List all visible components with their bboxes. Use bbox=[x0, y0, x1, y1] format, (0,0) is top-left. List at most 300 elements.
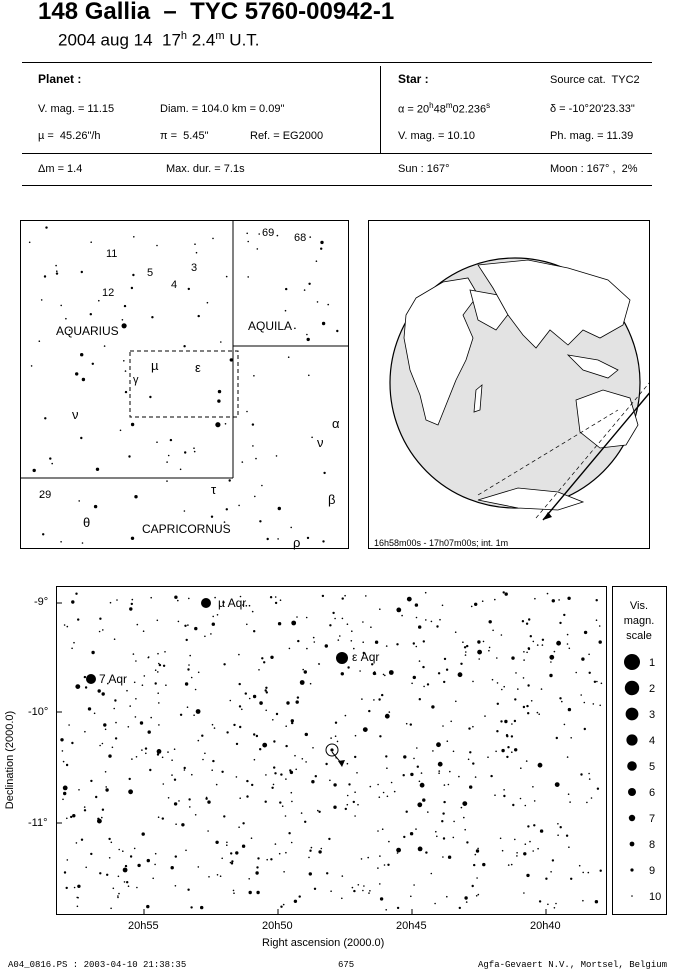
field-star bbox=[164, 651, 166, 653]
delta-magnitude: Δm = 1.4 bbox=[38, 163, 83, 175]
field-star bbox=[394, 791, 396, 793]
field-star bbox=[148, 656, 150, 658]
field-star bbox=[183, 345, 185, 347]
field-star bbox=[488, 650, 490, 652]
field-star bbox=[207, 830, 209, 832]
label-tau: τ bbox=[211, 482, 217, 497]
field-star bbox=[304, 289, 306, 291]
field-star bbox=[85, 686, 87, 688]
field-star bbox=[187, 706, 189, 708]
field-star bbox=[482, 600, 484, 602]
field-star bbox=[145, 753, 147, 755]
field-star bbox=[265, 687, 267, 689]
magnitude-dot-9 bbox=[630, 868, 633, 871]
label-theta: θ bbox=[83, 515, 91, 530]
field-star bbox=[133, 236, 135, 238]
field-star bbox=[259, 701, 262, 704]
field-star bbox=[367, 857, 369, 859]
field-star bbox=[427, 811, 429, 813]
field-star bbox=[247, 241, 249, 243]
field-star bbox=[383, 792, 385, 794]
field-star bbox=[533, 824, 535, 826]
field-star bbox=[302, 758, 304, 760]
field-star bbox=[531, 700, 533, 702]
field-star bbox=[229, 479, 231, 481]
field-star bbox=[317, 810, 319, 812]
field-star bbox=[136, 887, 138, 889]
field-star bbox=[233, 892, 235, 894]
field-star bbox=[208, 876, 210, 878]
field-star bbox=[102, 809, 104, 811]
field-star bbox=[271, 787, 273, 789]
field-star bbox=[500, 720, 502, 722]
field-star bbox=[265, 774, 267, 776]
earth-globe-panel bbox=[368, 220, 650, 550]
field-star bbox=[339, 635, 341, 637]
field-star bbox=[472, 726, 474, 728]
field-star bbox=[194, 451, 196, 453]
label-beta: β bbox=[328, 492, 336, 507]
label-epsilon: ε bbox=[195, 360, 201, 375]
field-star bbox=[280, 773, 282, 775]
timezone: U.T. bbox=[224, 30, 260, 50]
dec-tick-label-3: -11° bbox=[28, 817, 48, 829]
field-star bbox=[257, 857, 259, 859]
field-star bbox=[397, 852, 399, 854]
field-star bbox=[557, 834, 559, 836]
field-star bbox=[238, 505, 240, 507]
field-star bbox=[99, 618, 101, 620]
field-star bbox=[581, 657, 584, 660]
field-star bbox=[297, 696, 299, 698]
field-star bbox=[71, 742, 73, 744]
field-star bbox=[478, 894, 480, 896]
field-star bbox=[417, 766, 419, 768]
field-star bbox=[118, 849, 120, 851]
planet-motion: µ = 45.26"/h bbox=[38, 130, 101, 142]
field-star bbox=[241, 709, 243, 711]
field-star bbox=[226, 508, 228, 510]
field-star bbox=[39, 340, 41, 342]
field-star bbox=[147, 859, 150, 862]
field-star bbox=[266, 859, 268, 861]
ra-tick-label-2: 20h50 bbox=[262, 920, 293, 932]
field-star bbox=[110, 908, 112, 910]
field-star bbox=[134, 848, 136, 850]
field-star bbox=[226, 844, 228, 846]
field-star bbox=[582, 872, 584, 874]
field-star bbox=[198, 672, 200, 674]
magnitude-dot-10 bbox=[631, 895, 633, 897]
field-star bbox=[514, 748, 517, 751]
field-star bbox=[511, 751, 513, 753]
field-star bbox=[278, 507, 281, 510]
field-star bbox=[526, 874, 529, 877]
field-star bbox=[294, 755, 296, 757]
field-star bbox=[444, 658, 446, 660]
field-star bbox=[489, 620, 492, 623]
field-star bbox=[288, 832, 290, 834]
field-star bbox=[220, 341, 222, 343]
field-star bbox=[304, 821, 306, 823]
field-star bbox=[170, 439, 172, 441]
field-star bbox=[389, 711, 391, 713]
field-star bbox=[151, 316, 153, 318]
field-star bbox=[186, 639, 188, 641]
field-star bbox=[265, 710, 267, 712]
field-star bbox=[534, 598, 536, 600]
field-star bbox=[113, 888, 115, 890]
field-star bbox=[446, 669, 448, 671]
field-star bbox=[589, 778, 591, 780]
field-star bbox=[305, 733, 308, 736]
field-star bbox=[123, 868, 128, 873]
field-star bbox=[381, 694, 383, 696]
field-star bbox=[417, 802, 422, 807]
field-star bbox=[242, 822, 244, 824]
field-star bbox=[555, 782, 560, 787]
field-star bbox=[503, 686, 505, 688]
field-star bbox=[274, 772, 276, 774]
field-star bbox=[362, 621, 364, 623]
field-star bbox=[105, 786, 107, 788]
field-star bbox=[517, 688, 519, 690]
field-star bbox=[131, 287, 133, 289]
field-star bbox=[391, 782, 393, 784]
field-star bbox=[564, 724, 566, 726]
field-star bbox=[77, 906, 79, 908]
field-star bbox=[554, 651, 556, 653]
field-star bbox=[145, 747, 147, 749]
field-star bbox=[415, 828, 417, 830]
field-star bbox=[207, 302, 209, 304]
page-title: 148 Gallia – TYC 5760-00942-1 bbox=[38, 0, 395, 25]
field-star bbox=[239, 726, 241, 728]
field-star bbox=[515, 672, 517, 674]
field-star bbox=[184, 451, 186, 453]
field-star bbox=[362, 890, 364, 892]
field-star bbox=[171, 866, 174, 869]
field-star bbox=[233, 724, 235, 726]
field-star bbox=[180, 469, 182, 471]
field-star bbox=[545, 878, 547, 880]
field-star bbox=[214, 597, 216, 599]
field-star bbox=[273, 740, 275, 742]
field-star bbox=[425, 592, 427, 594]
field-star bbox=[231, 860, 233, 862]
field-star bbox=[427, 683, 429, 685]
field-star bbox=[560, 826, 562, 828]
field-star bbox=[99, 872, 101, 874]
field-star bbox=[137, 864, 140, 867]
field-star bbox=[496, 657, 498, 659]
field-star bbox=[413, 884, 415, 886]
field-star bbox=[275, 596, 277, 598]
field-star bbox=[397, 907, 399, 909]
field-star bbox=[252, 611, 254, 613]
field-star bbox=[198, 315, 200, 317]
field-star bbox=[529, 841, 531, 843]
field-star bbox=[442, 856, 444, 858]
field-star bbox=[380, 897, 383, 900]
field-star bbox=[159, 664, 161, 666]
field-star bbox=[477, 640, 480, 643]
field-star bbox=[158, 702, 160, 704]
field-star bbox=[297, 640, 299, 642]
field-star bbox=[319, 663, 321, 665]
field-star bbox=[383, 674, 385, 676]
hour-unit: h bbox=[180, 30, 188, 42]
field-star bbox=[64, 871, 66, 873]
field-star bbox=[165, 684, 167, 686]
divider-top bbox=[22, 62, 652, 63]
field-star bbox=[396, 608, 401, 613]
field-star bbox=[334, 618, 336, 620]
field-star bbox=[168, 797, 170, 799]
field-star bbox=[511, 723, 513, 725]
field-star bbox=[347, 763, 349, 765]
planet-heading: Planet : bbox=[38, 72, 82, 86]
field-star bbox=[537, 644, 539, 646]
field-star bbox=[106, 874, 108, 876]
field-star bbox=[385, 909, 387, 911]
field-star bbox=[484, 715, 486, 717]
field-star bbox=[74, 887, 76, 889]
field-star bbox=[280, 599, 282, 601]
field-star bbox=[522, 620, 524, 622]
field-star bbox=[523, 659, 525, 661]
field-star bbox=[198, 740, 200, 742]
field-star bbox=[333, 806, 336, 809]
field-star bbox=[207, 800, 210, 803]
field-star bbox=[255, 871, 258, 874]
field-star bbox=[157, 749, 162, 754]
field-star bbox=[338, 639, 340, 641]
field-star bbox=[403, 774, 405, 776]
field-star bbox=[439, 619, 441, 621]
field-star bbox=[375, 641, 378, 644]
star-phmag: Ph. mag. = 11.39 bbox=[550, 130, 634, 142]
field-star bbox=[558, 599, 560, 601]
field-star bbox=[341, 898, 343, 900]
field-star bbox=[175, 823, 177, 825]
field-star bbox=[382, 828, 384, 830]
magnitude-dot-7 bbox=[629, 815, 635, 821]
field-star bbox=[461, 807, 463, 809]
field-star bbox=[104, 345, 106, 347]
field-star bbox=[584, 728, 586, 730]
field-star bbox=[133, 653, 135, 655]
field-star bbox=[342, 618, 344, 620]
field-star bbox=[289, 648, 291, 650]
field-star bbox=[326, 872, 328, 874]
field-star bbox=[44, 275, 46, 277]
field-star bbox=[196, 709, 201, 714]
field-star bbox=[126, 690, 128, 692]
field-star bbox=[84, 806, 86, 808]
field-star bbox=[425, 619, 427, 621]
field-star bbox=[385, 714, 390, 719]
field-star bbox=[124, 881, 126, 883]
field-star bbox=[113, 708, 115, 710]
field-star bbox=[442, 725, 444, 727]
field-star bbox=[315, 775, 317, 777]
field-star bbox=[345, 808, 347, 810]
field-star bbox=[78, 789, 80, 791]
field-star bbox=[328, 838, 330, 840]
field-star bbox=[120, 430, 122, 432]
field-star bbox=[90, 780, 92, 782]
field-star bbox=[469, 785, 472, 788]
field-star bbox=[306, 648, 308, 650]
field-star bbox=[403, 836, 405, 838]
field-star bbox=[463, 817, 465, 819]
field-star bbox=[131, 537, 134, 540]
field-star bbox=[150, 717, 152, 719]
field-star bbox=[354, 756, 356, 758]
field-star bbox=[214, 727, 216, 729]
field-star bbox=[254, 496, 256, 498]
field-star bbox=[436, 625, 438, 627]
field-star bbox=[555, 903, 557, 905]
field-star bbox=[379, 883, 381, 885]
field-star bbox=[468, 727, 470, 729]
field-star bbox=[313, 637, 315, 639]
field-star bbox=[226, 731, 228, 733]
field-star bbox=[527, 712, 529, 714]
field-star bbox=[534, 800, 536, 802]
field-star bbox=[335, 722, 337, 724]
magnitude-label-3: 3 bbox=[649, 709, 656, 721]
field-star bbox=[246, 233, 248, 235]
field-star bbox=[188, 664, 190, 666]
star-right-ascension bbox=[398, 101, 490, 116]
field-star bbox=[261, 657, 263, 659]
field-star bbox=[128, 885, 130, 887]
field-star bbox=[236, 776, 238, 778]
field-star bbox=[275, 843, 277, 845]
field-star bbox=[233, 890, 235, 892]
field-star bbox=[70, 816, 72, 818]
field-star bbox=[474, 603, 477, 606]
field-star bbox=[60, 738, 63, 741]
field-star bbox=[84, 731, 86, 733]
field-star bbox=[501, 749, 504, 752]
field-star bbox=[508, 864, 510, 866]
field-star bbox=[198, 866, 200, 868]
planet-parallax: π = 5.45" bbox=[160, 130, 209, 142]
field-star bbox=[442, 812, 444, 814]
field-star bbox=[388, 841, 390, 843]
field-star bbox=[105, 788, 108, 791]
label-capricornus: CAPRICORNUS bbox=[142, 522, 231, 536]
field-star bbox=[532, 786, 534, 788]
field-star bbox=[363, 727, 368, 732]
field-star bbox=[261, 485, 263, 487]
field-star bbox=[552, 599, 555, 602]
field-star bbox=[559, 622, 561, 624]
field-star bbox=[149, 769, 151, 771]
field-star bbox=[202, 759, 204, 761]
field-star bbox=[91, 651, 94, 654]
field-star bbox=[168, 455, 170, 457]
field-star bbox=[102, 629, 104, 631]
field-star bbox=[67, 626, 69, 628]
field-star bbox=[423, 686, 425, 688]
field-star bbox=[246, 411, 248, 413]
field-star bbox=[217, 874, 219, 876]
field-star bbox=[185, 682, 188, 685]
field-star bbox=[441, 820, 443, 822]
field-star bbox=[223, 815, 225, 817]
field-star bbox=[410, 773, 413, 776]
field-star bbox=[472, 681, 474, 683]
field-star bbox=[259, 520, 261, 522]
field-star bbox=[554, 907, 556, 909]
field-star bbox=[272, 719, 274, 721]
field-star bbox=[190, 906, 192, 908]
field-star bbox=[117, 895, 119, 897]
field-star bbox=[321, 848, 323, 850]
field-star bbox=[300, 680, 305, 685]
field-star bbox=[143, 630, 145, 632]
field-star bbox=[418, 625, 421, 628]
max-duration: Max. dur. = 7.1s bbox=[166, 163, 245, 175]
field-star bbox=[218, 390, 221, 393]
field-star bbox=[477, 650, 482, 655]
ra-m-unit: m bbox=[445, 101, 453, 110]
field-star bbox=[478, 658, 480, 660]
field-star bbox=[342, 875, 344, 877]
field-star bbox=[210, 633, 212, 635]
field-star bbox=[166, 480, 168, 482]
field-star bbox=[251, 837, 253, 839]
field-star bbox=[443, 837, 445, 839]
field-star bbox=[593, 703, 595, 705]
constellation-map-frame bbox=[21, 221, 349, 549]
field-star bbox=[103, 723, 106, 726]
field-star bbox=[444, 784, 446, 786]
field-star bbox=[175, 855, 177, 857]
field-star bbox=[102, 692, 105, 695]
field-star bbox=[158, 724, 160, 726]
field-star bbox=[273, 766, 275, 768]
field-star bbox=[597, 788, 599, 790]
field-star bbox=[80, 353, 83, 356]
field-star bbox=[252, 423, 254, 425]
label-mu: µ bbox=[151, 358, 159, 373]
field-star bbox=[477, 848, 479, 850]
field-star bbox=[128, 455, 130, 457]
field-star bbox=[156, 245, 158, 247]
field-star bbox=[238, 654, 240, 656]
field-star bbox=[212, 760, 214, 762]
field-star bbox=[175, 885, 177, 887]
field-star bbox=[497, 703, 499, 705]
field-star bbox=[356, 772, 358, 774]
field-star bbox=[341, 672, 344, 675]
field-star bbox=[294, 328, 296, 330]
field-star bbox=[283, 871, 285, 873]
field-star bbox=[386, 645, 388, 647]
field-star bbox=[286, 701, 289, 704]
field-star bbox=[102, 743, 104, 745]
minute-unit: m bbox=[215, 30, 225, 42]
field-star bbox=[596, 599, 598, 601]
field-star bbox=[557, 823, 559, 825]
field-star bbox=[384, 864, 386, 866]
field-star bbox=[277, 235, 279, 237]
